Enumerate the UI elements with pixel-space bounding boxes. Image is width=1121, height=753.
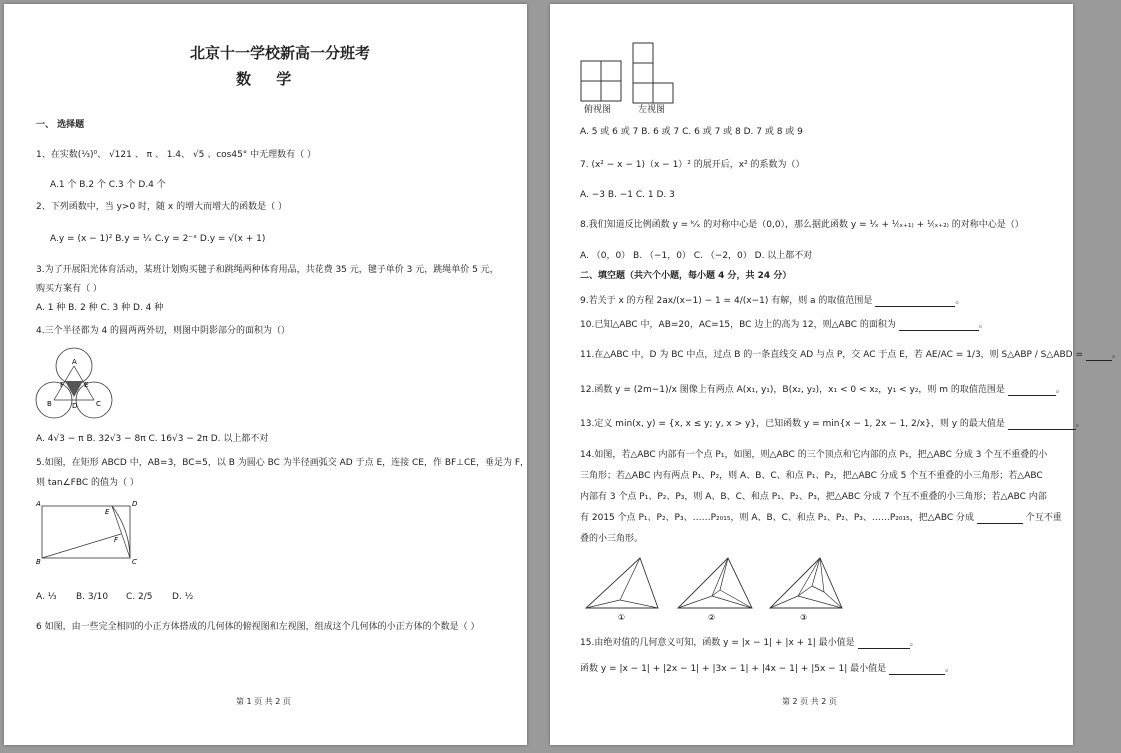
question-5-option-b: B. 3/10	[76, 592, 109, 602]
question-6: 6 如图，由一些完全相同的小正方体搭成的几何体的俯视图和左视图，组成这个几何体的小正方体的个数是（ ）	[36, 622, 480, 632]
question-3-line-2: 购买方案有（ ）	[36, 284, 102, 294]
question-14-line-2: 三角形；若△ABC 内有两点 P₁、P₂，则 A、B、C、和点 P₁、P₂，把△ABC 分成 5 个互不重叠的小三角形；若△ABC	[580, 471, 1043, 481]
question-13-text: 13.定义 min(x, y) = {x, x ≤ y; y, x > y}，已知函数 y = min{x − 1, 2x − 1, 2/x}，则 y 的最大值是	[580, 419, 1005, 429]
left-view-figure	[632, 42, 674, 104]
question-2-options: A.y = (x − 1)² B.y = ¹⁄ₓ C.y = 2⁻ˣ D.y = √(x + 1)	[50, 234, 266, 244]
fig5-label-e: E	[105, 508, 110, 516]
fig4-label-f: F	[60, 381, 65, 389]
fig5-label-d: D	[132, 500, 138, 508]
question-5-option-a: A. ⅓	[36, 592, 57, 602]
question-9-answer-blank[interactable]	[875, 297, 955, 307]
question-5-line-1: 5.如图，在矩形 ABCD 中，AB=3，BC=5，以 B 为圆心 BC 为半径画弧交 AD 于点 E，连接 CE，作 BF⊥CE，垂足为 F，	[36, 458, 530, 468]
top-view-caption: 俯视图	[584, 105, 612, 115]
top-view-figure	[580, 60, 622, 102]
three-circles-figure	[34, 344, 114, 420]
question-8-options: A. （0，0） B. （−1，0） C. （−2，0） D. 以上都不对	[580, 251, 813, 261]
triangle-figure-1	[586, 558, 658, 622]
triangle-figure-3	[770, 558, 842, 622]
question-4: 4.三个半径都为 4 的圆两两外切，则图中阴影部分的面积为（）	[36, 326, 291, 336]
triangle-partition-figures	[580, 552, 860, 624]
question-4-options: A. 4√3 − π B. 32√3 − 8π C. 16√3 − 2π D. 以上都不对	[36, 434, 269, 444]
page-footer: 第 2 页 共 2 页	[782, 697, 837, 706]
question-10-text: 10.已知△ABC 中，AB=20，AC=15，BC 边上的高为 12，则△ABC 的面积为	[580, 320, 896, 330]
question-7: 7. (x² − x − 1)（x − 1）² 的展开后，x² 的系数为（）	[580, 160, 805, 170]
fig5-label-b: B	[36, 558, 41, 566]
question-1: 1、在实数(⅓)⁰、 √121 、 π 、 1.4、 √5 、cos45° 中无理数有（ ）	[36, 150, 317, 160]
question-5-option-d: D. ½	[172, 592, 194, 602]
question-15b: 函数 y = |x − 1| + |2x − 1| + |3x − 1| + |4x − 1| + |5x − 1| 最小值是 。	[580, 664, 955, 674]
question-14-line-5: 叠的小三角形。	[580, 534, 644, 544]
question-12-answer-blank[interactable]	[1008, 386, 1056, 396]
page-footer: 第 1 页 共 2 页	[236, 697, 291, 706]
section-choice-heading: 一、 选择题	[36, 120, 85, 130]
question-14-line-1: 14.如图，若△ABC 内部有一个点 P₁，如图，则△ABC 的三个顶点和它内部的点 P₁，把△ABC 分成 3 个互不重叠的小	[580, 450, 1048, 460]
page-1	[4, 4, 530, 745]
question-14-text: 有 2015 个点 P₁、P₂、P₃、……P₂₀₁₅，则 A、B、C、和点 P₁、P₂、P₃、……P₂₀₁₅，把△ABC 分成	[580, 513, 974, 523]
question-5-line-2: 则 tan∠FBC 的值为（ ）	[36, 478, 139, 488]
question-13: 13.定义 min(x, y) = {x, x ≤ y; y, x > y}，已知函数 y = min{x − 1, 2x − 1, 2/x}，则 y 的最大值是 。	[580, 419, 1085, 429]
question-10-answer-blank[interactable]	[899, 321, 979, 331]
fig4-label-d: D	[72, 402, 78, 410]
question-2: 2、下列函数中，当 y>0 时，随 x 的增大而增大的函数是（ ）	[36, 202, 287, 212]
question-15-text: 15.由绝对值的几何意义可知，函数 y = |x − 1| + |x + 1| 最小值是	[580, 638, 855, 648]
question-3-options: A. 1 种 B. 2 种 C. 3 种 D. 4 种	[36, 303, 164, 313]
question-8: 8.我们知道反比例函数 y = ᵏ⁄ₓ 的对称中心是（0,0），那么据此函数 y = ¹⁄ₓ + ¹⁄₍ₓ₊₁₎ + ¹⁄₍ₓ₊₂₎ 的对称中心是（）	[580, 220, 1024, 230]
left-view-caption: 左视图	[638, 105, 666, 115]
question-9-text: 9.若关于 x 的方程 2ax/(x−1) − 1 = 4/(x−1) 有解，则 a 的取值范围是	[580, 296, 873, 306]
fig5-label-f: F	[114, 536, 119, 544]
fig5-label-a: A	[36, 500, 41, 508]
exam-title: 北京十一学校新高一分班考	[190, 44, 371, 62]
section-fill-heading: 二、填空题（共六个小题，每小题 4 分，共 24 分）	[580, 271, 792, 281]
question-14-text-tail: 个互不重	[1025, 513, 1062, 523]
fig14-caption-3: ③	[800, 613, 808, 622]
question-1-options: A.1 个 B.2 个 C.3 个 D.4 个	[50, 180, 166, 190]
fig14-caption-1: ①	[618, 613, 626, 622]
question-15: 15.由绝对值的几何意义可知，函数 y = |x − 1| + |x + 1| 最小值是 。	[580, 638, 919, 648]
rectangle-arc-figure	[34, 498, 144, 568]
subject-title: 数 学	[236, 70, 302, 88]
question-14-line-3: 内部有 3 个点 P₁、P₂、P₃，则 A、B、C、和点 P₁、P₂、P₃，把△ABC 分成 7 个互不重叠的小三角形；若△ABC 内部	[580, 492, 1047, 502]
question-11-text: 11.在△ABC 中，D 为 BC 中点，过点 B 的一条直线交 AD 与点 P，交 AC 于点 E，若 AE/AC = 1/3，则 S△ABP / S△ABD =	[580, 350, 1083, 360]
question-11: 11.在△ABC 中，D 为 BC 中点，过点 B 的一条直线交 AD 与点 P，交 AC 于点 E，若 AE/AC = 1/3，则 S△ABP / S△ABD = 。	[580, 350, 1121, 360]
question-15b-text: 函数 y = |x − 1| + |2x − 1| + |3x − 1| + |4x − 1| + |5x − 1| 最小值是	[580, 664, 887, 674]
question-7-options: A. −3 B. −1 C. 1 D. 3	[580, 190, 675, 200]
fig4-label-c: C	[96, 400, 101, 408]
question-12: 12.函数 y = (2m−1)/x 图像上有两点 A(x₁, y₁)，B(x₂, y₂)，x₁ < 0 < x₂，y₁ < y₂，则 m 的取值范围是 。	[580, 385, 1065, 395]
question-3-line-1: 3.为了开展阳光体育活动，某班计划购买毽子和跳绳两种体育用品，共花费 35 元，毽子单价 3 元，跳绳单价 5 元，	[36, 265, 499, 275]
page-2	[550, 4, 1121, 745]
question-10: 10.已知△ABC 中，AB=20，AC=15，BC 边上的高为 12，则△ABC 的面积为 。	[580, 320, 988, 330]
question-9: 9.若关于 x 的方程 2ax/(x−1) − 1 = 4/(x−1) 有解，则 a 的取值范围是 。	[580, 296, 965, 306]
fig14-caption-2: ②	[708, 613, 716, 622]
fig4-label-e: E	[84, 381, 89, 389]
question-5-option-c: C. 2/5	[126, 592, 153, 602]
question-15-answer-blank[interactable]	[858, 639, 910, 649]
question-12-text: 12.函数 y = (2m−1)/x 图像上有两点 A(x₁, y₁)，B(x₂, y₂)，x₁ < 0 < x₂，y₁ < y₂，则 m 的取值范围是	[580, 385, 1005, 395]
question-14-answer-blank[interactable]	[977, 514, 1023, 524]
fig4-label-b: B	[47, 400, 52, 408]
fig4-label-a: A	[72, 358, 77, 366]
question-6-options: A. 5 或 6 或 7 B. 6 或 7 C. 6 或 7 或 8 D. 7 或 8 或 9	[580, 127, 803, 137]
fig5-label-c: C	[132, 558, 137, 566]
triangle-figure-2	[678, 558, 752, 622]
question-13-answer-blank[interactable]	[1008, 420, 1076, 430]
question-11-answer-blank[interactable]	[1086, 351, 1112, 361]
question-15b-answer-blank[interactable]	[889, 665, 945, 675]
question-14-line-4	[580, 513, 1062, 524]
